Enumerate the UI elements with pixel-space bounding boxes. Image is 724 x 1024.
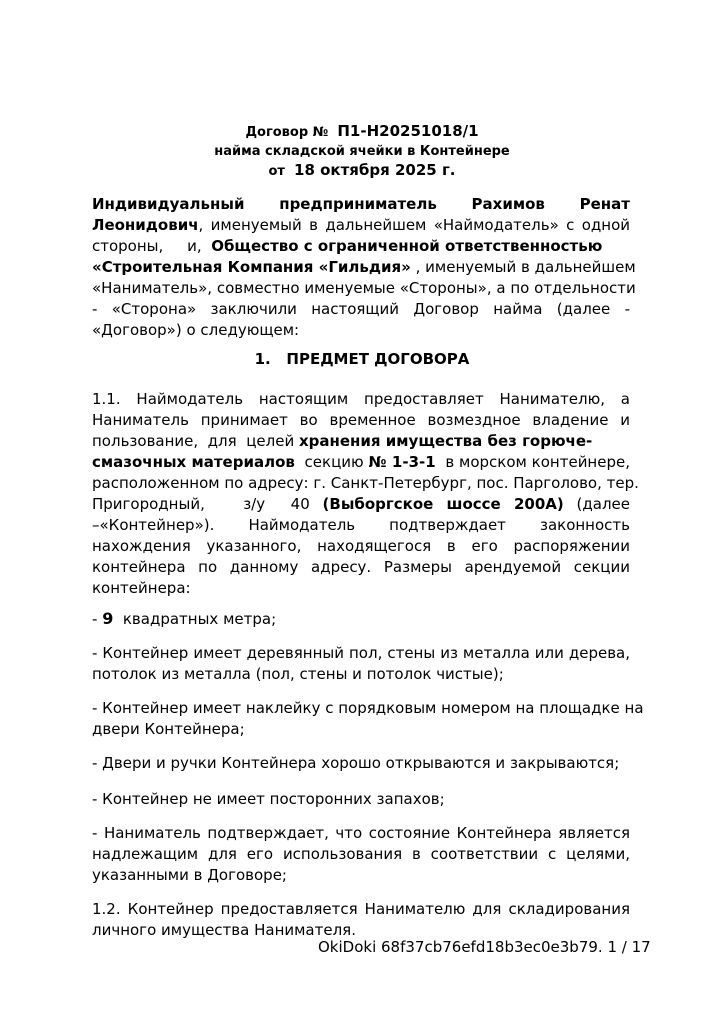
p11-line-2: Наниматель принимает во временное возмездное владение и (92, 411, 630, 429)
p11-line-4: смазочных материалов секцию № 1-3-1 в морском контейнере, (92, 453, 630, 471)
intro-line-6: - «Сторона» заключили настоящий Договор найма (далее - (92, 300, 630, 318)
page-footer: OkiDoki 68f37cb76efd18b3ec0e3b79. 1 / 17 (318, 938, 651, 956)
intro-paragraph (92, 194, 636, 341)
item-floor: - Контейнер имеет деревянный пол, стены из металла или дерева, потолок из металла (пол, стены и потолок чистые); (92, 644, 630, 683)
p11-line-9: контейнера по данному адресу. Размеры арендуемой секции (92, 558, 630, 576)
date-prefix: от (268, 164, 285, 179)
item-state: - Наниматель подтверждает, что состояние Контейнера является надлежащим для его использования в соответствии с целями, указанными в Договоре; (92, 824, 630, 884)
contract-number: П1-Н20251018/1 (337, 122, 479, 140)
item-doors: - Двери и ручки Контейнера хорошо открываются и закрываются; (92, 754, 620, 772)
paragraph-1-2: 1.2. Контейнер предоставляется Нанимателю для складирования личного имущества Нанимателя. (92, 900, 630, 939)
p11-line-8: нахождения указанного, находящегося в его распоряжении (92, 537, 630, 555)
contract-date-line (0, 161, 724, 181)
title-prefix: Договор № (245, 125, 329, 140)
area-value: 9 (102, 609, 114, 628)
p11-line-6: Пригородный, з/у 40 (Выборгское шоссе 200А) (далее (92, 495, 630, 513)
contract-title (0, 122, 724, 142)
p11-line-7: –«Контейнер»). Наймодатель подтверждает законность (92, 516, 630, 534)
section-1-heading: 1. ПРЕДМЕТ ДОГОВОРА (254, 350, 470, 368)
intro-line-4: «Строительная Компания «Гильдия» , именуемый в дальнейшем (92, 258, 636, 276)
item-smell: - Контейнер не имеет посторонних запахов; (92, 790, 445, 808)
intro-line-5: «Наниматель», совместно именуемые «Стороны», а по отдельности (92, 279, 636, 297)
p11-line-3: пользование, для целей хранения имущества без горюче- (92, 432, 593, 450)
p11-line-1: 1.1. Наймодатель настоящим предоставляет Нанимателю, а (92, 390, 630, 408)
intro-line-1: Индивидуальный предприниматель Рахимов Ренат (92, 195, 630, 213)
intro-line-2: Леонидович, именуемый в дальнейшем «Наймодатель» с одной (92, 216, 630, 234)
intro-line-7: «Договор») о следующем: (92, 321, 300, 339)
item-sticker: - Контейнер имеет наклейку с порядковым номером на площадке на двери Контейнера; (92, 699, 644, 738)
item-area: - 9 квадратных метра; (92, 609, 277, 628)
contract-subtitle: найма складской ячейки в Контейнере (214, 144, 510, 159)
contract-date: 18 октября 2025 г. (294, 161, 456, 179)
p11-line-10: контейнера: (92, 579, 191, 597)
p11-line-5: расположенном по адресу: г. Санкт-Петербург, пос. Парголово, тер. (92, 474, 639, 492)
intro-line-3: стороны, и, Общество с ограниченной ответственностью (92, 237, 603, 255)
paragraph-1-1 (92, 389, 639, 599)
